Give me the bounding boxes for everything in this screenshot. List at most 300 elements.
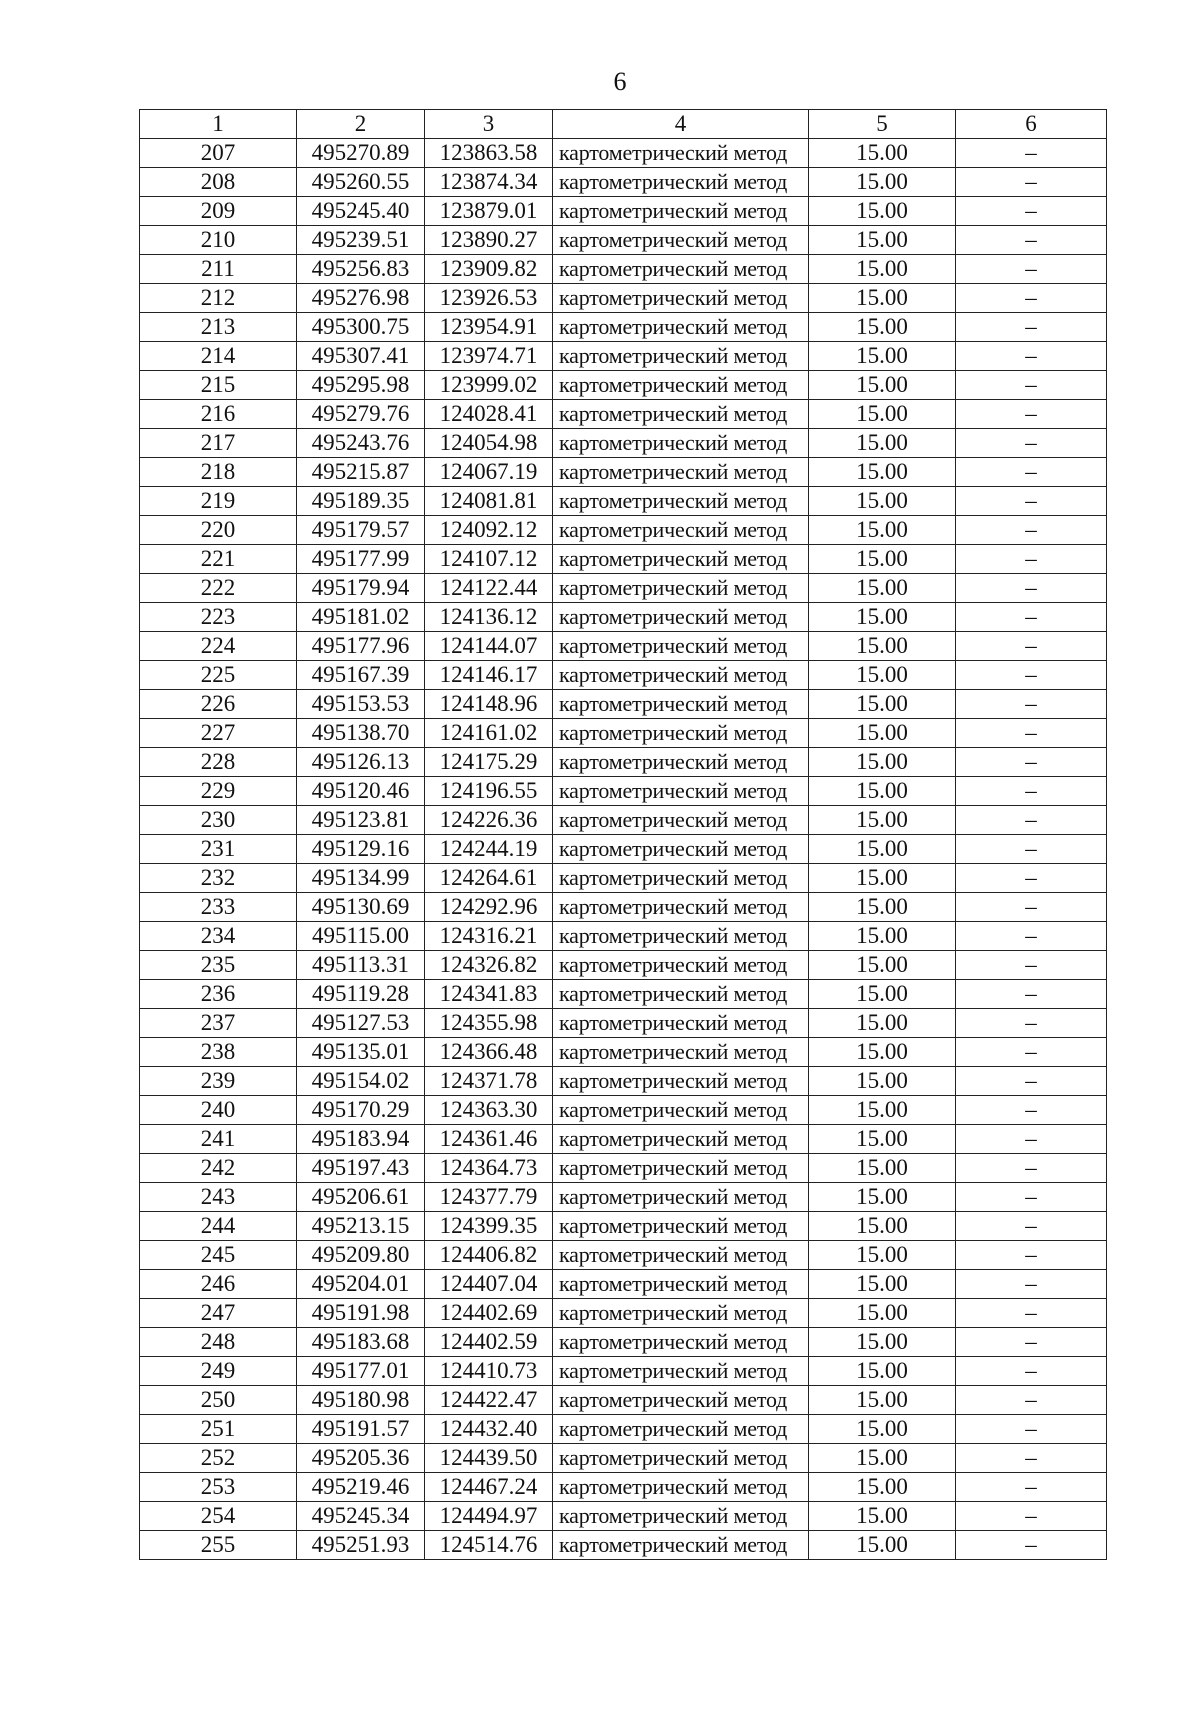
point-number-cell: 241 bbox=[140, 1125, 297, 1154]
x-coordinate-cell: 495276.98 bbox=[297, 284, 425, 313]
method-cell: картометрический метод bbox=[553, 574, 809, 603]
description-cell: – bbox=[956, 922, 1107, 951]
table-row bbox=[140, 400, 1107, 429]
x-coordinate-cell: 495191.98 bbox=[297, 1299, 425, 1328]
description-cell: – bbox=[956, 1009, 1107, 1038]
table-row bbox=[140, 226, 1107, 255]
accuracy-cell: 15.00 bbox=[809, 1299, 956, 1328]
description-cell: – bbox=[956, 1357, 1107, 1386]
y-coordinate-cell: 124422.47 bbox=[425, 1386, 553, 1415]
table-body bbox=[140, 139, 1107, 1560]
table-row bbox=[140, 313, 1107, 342]
x-coordinate-cell: 495179.94 bbox=[297, 574, 425, 603]
table-row bbox=[140, 1241, 1107, 1270]
method-cell: картометрический метод bbox=[553, 1357, 809, 1386]
accuracy-cell: 15.00 bbox=[809, 1183, 956, 1212]
description-cell: – bbox=[956, 1241, 1107, 1270]
point-number-cell: 254 bbox=[140, 1502, 297, 1531]
method-cell: картометрический метод bbox=[553, 1328, 809, 1357]
point-number-cell: 238 bbox=[140, 1038, 297, 1067]
table-row bbox=[140, 1038, 1107, 1067]
y-coordinate-cell: 124467.24 bbox=[425, 1473, 553, 1502]
point-number-cell: 217 bbox=[140, 429, 297, 458]
y-coordinate-cell: 124364.73 bbox=[425, 1154, 553, 1183]
accuracy-cell: 15.00 bbox=[809, 864, 956, 893]
table-row bbox=[140, 1473, 1107, 1502]
y-coordinate-cell: 124175.29 bbox=[425, 748, 553, 777]
method-cell: картометрический метод bbox=[553, 255, 809, 284]
description-cell: – bbox=[956, 313, 1107, 342]
accuracy-cell: 15.00 bbox=[809, 980, 956, 1009]
table-row bbox=[140, 545, 1107, 574]
method-cell: картометрический метод bbox=[553, 1067, 809, 1096]
description-cell: – bbox=[956, 1125, 1107, 1154]
description-cell: – bbox=[956, 1444, 1107, 1473]
accuracy-cell: 15.00 bbox=[809, 719, 956, 748]
y-coordinate-cell: 123954.91 bbox=[425, 313, 553, 342]
point-number-cell: 210 bbox=[140, 226, 297, 255]
method-cell: картометрический метод bbox=[553, 806, 809, 835]
point-number-cell: 244 bbox=[140, 1212, 297, 1241]
accuracy-cell: 15.00 bbox=[809, 1125, 956, 1154]
table-row bbox=[140, 168, 1107, 197]
y-coordinate-cell: 124244.19 bbox=[425, 835, 553, 864]
table-row bbox=[140, 139, 1107, 168]
accuracy-cell: 15.00 bbox=[809, 197, 956, 226]
accuracy-cell: 15.00 bbox=[809, 1154, 956, 1183]
accuracy-cell: 15.00 bbox=[809, 313, 956, 342]
y-coordinate-cell: 124161.02 bbox=[425, 719, 553, 748]
accuracy-cell: 15.00 bbox=[809, 806, 956, 835]
x-coordinate-cell: 495181.02 bbox=[297, 603, 425, 632]
x-coordinate-cell: 495256.83 bbox=[297, 255, 425, 284]
point-number-cell: 250 bbox=[140, 1386, 297, 1415]
x-coordinate-cell: 495295.98 bbox=[297, 371, 425, 400]
table-row bbox=[140, 922, 1107, 951]
method-cell: картометрический метод bbox=[553, 516, 809, 545]
method-cell: картометрический метод bbox=[553, 1270, 809, 1299]
x-coordinate-cell: 495270.89 bbox=[297, 139, 425, 168]
method-cell: картометрический метод bbox=[553, 371, 809, 400]
description-cell: – bbox=[956, 1067, 1107, 1096]
description-cell: – bbox=[956, 429, 1107, 458]
accuracy-cell: 15.00 bbox=[809, 893, 956, 922]
table-row bbox=[140, 1299, 1107, 1328]
table-row bbox=[140, 1386, 1107, 1415]
method-cell: картометрический метод bbox=[553, 661, 809, 690]
y-coordinate-cell: 123999.02 bbox=[425, 371, 553, 400]
table-row bbox=[140, 1096, 1107, 1125]
table-row bbox=[140, 197, 1107, 226]
point-number-cell: 222 bbox=[140, 574, 297, 603]
point-number-cell: 223 bbox=[140, 603, 297, 632]
x-coordinate-cell: 495126.13 bbox=[297, 748, 425, 777]
description-cell: – bbox=[956, 1299, 1107, 1328]
point-number-cell: 230 bbox=[140, 806, 297, 835]
table-row bbox=[140, 1212, 1107, 1241]
description-cell: – bbox=[956, 139, 1107, 168]
accuracy-cell: 15.00 bbox=[809, 1444, 956, 1473]
point-number-cell: 214 bbox=[140, 342, 297, 371]
point-number-cell: 218 bbox=[140, 458, 297, 487]
description-cell: – bbox=[956, 1154, 1107, 1183]
table-row bbox=[140, 458, 1107, 487]
x-coordinate-cell: 495127.53 bbox=[297, 1009, 425, 1038]
method-cell: картометрический метод bbox=[553, 603, 809, 632]
table-row bbox=[140, 748, 1107, 777]
method-cell: картометрический метод bbox=[553, 1241, 809, 1270]
x-coordinate-cell: 495191.57 bbox=[297, 1415, 425, 1444]
accuracy-cell: 15.00 bbox=[809, 342, 956, 371]
accuracy-cell: 15.00 bbox=[809, 1328, 956, 1357]
table-row bbox=[140, 661, 1107, 690]
page-number: 6 bbox=[613, 67, 627, 96]
table-row bbox=[140, 1009, 1107, 1038]
x-coordinate-cell: 495115.00 bbox=[297, 922, 425, 951]
x-coordinate-cell: 495219.46 bbox=[297, 1473, 425, 1502]
description-cell: – bbox=[956, 661, 1107, 690]
description-cell: – bbox=[956, 458, 1107, 487]
y-coordinate-cell: 124410.73 bbox=[425, 1357, 553, 1386]
method-cell: картометрический метод bbox=[553, 458, 809, 487]
y-coordinate-cell: 124092.12 bbox=[425, 516, 553, 545]
accuracy-cell: 15.00 bbox=[809, 1357, 956, 1386]
x-coordinate-cell: 495197.43 bbox=[297, 1154, 425, 1183]
y-coordinate-cell: 124402.69 bbox=[425, 1299, 553, 1328]
y-coordinate-cell: 124122.44 bbox=[425, 574, 553, 603]
accuracy-cell: 15.00 bbox=[809, 1009, 956, 1038]
x-coordinate-cell: 495119.28 bbox=[297, 980, 425, 1009]
y-coordinate-cell: 124054.98 bbox=[425, 429, 553, 458]
accuracy-cell: 15.00 bbox=[809, 1415, 956, 1444]
x-coordinate-cell: 495213.15 bbox=[297, 1212, 425, 1241]
x-coordinate-cell: 495113.31 bbox=[297, 951, 425, 980]
description-cell: – bbox=[956, 835, 1107, 864]
point-number-cell: 240 bbox=[140, 1096, 297, 1125]
x-coordinate-cell: 495183.68 bbox=[297, 1328, 425, 1357]
method-cell: картометрический метод bbox=[553, 342, 809, 371]
method-cell: картометрический метод bbox=[553, 1154, 809, 1183]
x-coordinate-cell: 495260.55 bbox=[297, 168, 425, 197]
method-cell: картометрический метод bbox=[553, 429, 809, 458]
point-number-cell: 207 bbox=[140, 139, 297, 168]
description-cell: – bbox=[956, 1328, 1107, 1357]
x-coordinate-cell: 495180.98 bbox=[297, 1386, 425, 1415]
method-cell: картометрический метод bbox=[553, 1125, 809, 1154]
method-cell: картометрический метод bbox=[553, 1009, 809, 1038]
accuracy-cell: 15.00 bbox=[809, 1096, 956, 1125]
y-coordinate-cell: 124292.96 bbox=[425, 893, 553, 922]
method-cell: картометрический метод bbox=[553, 835, 809, 864]
x-coordinate-cell: 495134.99 bbox=[297, 864, 425, 893]
accuracy-cell: 15.00 bbox=[809, 1241, 956, 1270]
column-header-5: 5 bbox=[809, 110, 956, 139]
y-coordinate-cell: 124361.46 bbox=[425, 1125, 553, 1154]
method-cell: картометрический метод bbox=[553, 139, 809, 168]
method-cell: картометрический метод bbox=[553, 1096, 809, 1125]
point-number-cell: 221 bbox=[140, 545, 297, 574]
accuracy-cell: 15.00 bbox=[809, 922, 956, 951]
y-coordinate-cell: 123874.34 bbox=[425, 168, 553, 197]
x-coordinate-cell: 495206.61 bbox=[297, 1183, 425, 1212]
x-coordinate-cell: 495170.29 bbox=[297, 1096, 425, 1125]
accuracy-cell: 15.00 bbox=[809, 690, 956, 719]
description-cell: – bbox=[956, 545, 1107, 574]
method-cell: картометрический метод bbox=[553, 1299, 809, 1328]
point-number-cell: 253 bbox=[140, 1473, 297, 1502]
accuracy-cell: 15.00 bbox=[809, 545, 956, 574]
y-coordinate-cell: 123863.58 bbox=[425, 139, 553, 168]
y-coordinate-cell: 124439.50 bbox=[425, 1444, 553, 1473]
method-cell: картометрический метод bbox=[553, 168, 809, 197]
description-cell: – bbox=[956, 1212, 1107, 1241]
description-cell: – bbox=[956, 980, 1107, 1009]
method-cell: картометрический метод bbox=[553, 632, 809, 661]
y-coordinate-cell: 124399.35 bbox=[425, 1212, 553, 1241]
point-number-cell: 234 bbox=[140, 922, 297, 951]
point-number-cell: 209 bbox=[140, 197, 297, 226]
table-row bbox=[140, 1531, 1107, 1560]
point-number-cell: 252 bbox=[140, 1444, 297, 1473]
method-cell: картометрический метод bbox=[553, 1502, 809, 1531]
table-row bbox=[140, 893, 1107, 922]
point-number-cell: 226 bbox=[140, 690, 297, 719]
table-row bbox=[140, 255, 1107, 284]
method-cell: картометрический метод bbox=[553, 1415, 809, 1444]
accuracy-cell: 15.00 bbox=[809, 400, 956, 429]
y-coordinate-cell: 124146.17 bbox=[425, 661, 553, 690]
method-cell: картометрический метод bbox=[553, 1212, 809, 1241]
x-coordinate-cell: 495120.46 bbox=[297, 777, 425, 806]
description-cell: – bbox=[956, 197, 1107, 226]
method-cell: картометрический метод bbox=[553, 719, 809, 748]
method-cell: картометрический метод bbox=[553, 922, 809, 951]
table-row bbox=[140, 632, 1107, 661]
accuracy-cell: 15.00 bbox=[809, 632, 956, 661]
x-coordinate-cell: 495209.80 bbox=[297, 1241, 425, 1270]
accuracy-cell: 15.00 bbox=[809, 284, 956, 313]
description-cell: – bbox=[956, 400, 1107, 429]
accuracy-cell: 15.00 bbox=[809, 458, 956, 487]
y-coordinate-cell: 124081.81 bbox=[425, 487, 553, 516]
column-header-1: 1 bbox=[140, 110, 297, 139]
y-coordinate-cell: 123909.82 bbox=[425, 255, 553, 284]
accuracy-cell: 15.00 bbox=[809, 1531, 956, 1560]
accuracy-cell: 15.00 bbox=[809, 255, 956, 284]
description-cell: – bbox=[956, 1386, 1107, 1415]
method-cell: картометрический метод bbox=[553, 197, 809, 226]
accuracy-cell: 15.00 bbox=[809, 1386, 956, 1415]
y-coordinate-cell: 124371.78 bbox=[425, 1067, 553, 1096]
description-cell: – bbox=[956, 226, 1107, 255]
y-coordinate-cell: 124136.12 bbox=[425, 603, 553, 632]
column-header-3: 3 bbox=[425, 110, 553, 139]
accuracy-cell: 15.00 bbox=[809, 429, 956, 458]
table-row bbox=[140, 864, 1107, 893]
method-cell: картометрический метод bbox=[553, 1386, 809, 1415]
description-cell: – bbox=[956, 777, 1107, 806]
y-coordinate-cell: 124107.12 bbox=[425, 545, 553, 574]
method-cell: картометрический метод bbox=[553, 1038, 809, 1067]
description-cell: – bbox=[956, 487, 1107, 516]
point-number-cell: 231 bbox=[140, 835, 297, 864]
point-number-cell: 255 bbox=[140, 1531, 297, 1560]
table-row bbox=[140, 1357, 1107, 1386]
x-coordinate-cell: 495123.81 bbox=[297, 806, 425, 835]
point-number-cell: 224 bbox=[140, 632, 297, 661]
description-cell: – bbox=[956, 951, 1107, 980]
accuracy-cell: 15.00 bbox=[809, 661, 956, 690]
accuracy-cell: 15.00 bbox=[809, 603, 956, 632]
table-row bbox=[140, 1125, 1107, 1154]
point-number-cell: 228 bbox=[140, 748, 297, 777]
y-coordinate-cell: 123926.53 bbox=[425, 284, 553, 313]
description-cell: – bbox=[956, 690, 1107, 719]
table-row bbox=[140, 951, 1107, 980]
table-row bbox=[140, 342, 1107, 371]
x-coordinate-cell: 495183.94 bbox=[297, 1125, 425, 1154]
description-cell: – bbox=[956, 806, 1107, 835]
method-cell: картометрический метод bbox=[553, 748, 809, 777]
accuracy-cell: 15.00 bbox=[809, 1038, 956, 1067]
accuracy-cell: 15.00 bbox=[809, 371, 956, 400]
x-coordinate-cell: 495177.96 bbox=[297, 632, 425, 661]
method-cell: картометрический метод bbox=[553, 400, 809, 429]
table-row bbox=[140, 835, 1107, 864]
table-row bbox=[140, 1183, 1107, 1212]
method-cell: картометрический метод bbox=[553, 777, 809, 806]
y-coordinate-cell: 124514.76 bbox=[425, 1531, 553, 1560]
y-coordinate-cell: 124341.83 bbox=[425, 980, 553, 1009]
accuracy-cell: 15.00 bbox=[809, 748, 956, 777]
y-coordinate-cell: 124226.36 bbox=[425, 806, 553, 835]
description-cell: – bbox=[956, 342, 1107, 371]
point-number-cell: 219 bbox=[140, 487, 297, 516]
point-number-cell: 232 bbox=[140, 864, 297, 893]
description-cell: – bbox=[956, 1038, 1107, 1067]
y-coordinate-cell: 124432.40 bbox=[425, 1415, 553, 1444]
accuracy-cell: 15.00 bbox=[809, 1502, 956, 1531]
method-cell: картометрический метод bbox=[553, 226, 809, 255]
accuracy-cell: 15.00 bbox=[809, 139, 956, 168]
point-number-cell: 236 bbox=[140, 980, 297, 1009]
point-number-cell: 245 bbox=[140, 1241, 297, 1270]
x-coordinate-cell: 495239.51 bbox=[297, 226, 425, 255]
table-row bbox=[140, 1502, 1107, 1531]
x-coordinate-cell: 495307.41 bbox=[297, 342, 425, 371]
accuracy-cell: 15.00 bbox=[809, 574, 956, 603]
point-number-cell: 216 bbox=[140, 400, 297, 429]
column-header-2: 2 bbox=[297, 110, 425, 139]
x-coordinate-cell: 495153.53 bbox=[297, 690, 425, 719]
y-coordinate-cell: 124148.96 bbox=[425, 690, 553, 719]
point-number-cell: 242 bbox=[140, 1154, 297, 1183]
y-coordinate-cell: 124402.59 bbox=[425, 1328, 553, 1357]
description-cell: – bbox=[956, 1096, 1107, 1125]
x-coordinate-cell: 495243.76 bbox=[297, 429, 425, 458]
table-row bbox=[140, 690, 1107, 719]
y-coordinate-cell: 124363.30 bbox=[425, 1096, 553, 1125]
x-coordinate-cell: 495279.76 bbox=[297, 400, 425, 429]
table-row bbox=[140, 1444, 1107, 1473]
method-cell: картометрический метод bbox=[553, 893, 809, 922]
point-number-cell: 229 bbox=[140, 777, 297, 806]
x-coordinate-cell: 495251.93 bbox=[297, 1531, 425, 1560]
method-cell: картометрический метод bbox=[553, 864, 809, 893]
point-number-cell: 212 bbox=[140, 284, 297, 313]
table-row bbox=[140, 371, 1107, 400]
accuracy-cell: 15.00 bbox=[809, 168, 956, 197]
x-coordinate-cell: 495135.01 bbox=[297, 1038, 425, 1067]
description-cell: – bbox=[956, 168, 1107, 197]
column-header-6: 6 bbox=[956, 110, 1107, 139]
description-cell: – bbox=[956, 632, 1107, 661]
method-cell: картометрический метод bbox=[553, 951, 809, 980]
x-coordinate-cell: 495245.40 bbox=[297, 197, 425, 226]
description-cell: – bbox=[956, 719, 1107, 748]
accuracy-cell: 15.00 bbox=[809, 226, 956, 255]
point-number-cell: 251 bbox=[140, 1415, 297, 1444]
y-coordinate-cell: 124377.79 bbox=[425, 1183, 553, 1212]
accuracy-cell: 15.00 bbox=[809, 487, 956, 516]
y-coordinate-cell: 124355.98 bbox=[425, 1009, 553, 1038]
point-number-cell: 208 bbox=[140, 168, 297, 197]
coordinates-table bbox=[139, 109, 1107, 1560]
method-cell: картометрический метод bbox=[553, 284, 809, 313]
y-coordinate-cell: 124494.97 bbox=[425, 1502, 553, 1531]
x-coordinate-cell: 495204.01 bbox=[297, 1270, 425, 1299]
description-cell: – bbox=[956, 255, 1107, 284]
x-coordinate-cell: 495245.34 bbox=[297, 1502, 425, 1531]
description-cell: – bbox=[956, 1473, 1107, 1502]
y-coordinate-cell: 124196.55 bbox=[425, 777, 553, 806]
method-cell: картометрический метод bbox=[553, 487, 809, 516]
point-number-cell: 211 bbox=[140, 255, 297, 284]
table-row bbox=[140, 516, 1107, 545]
accuracy-cell: 15.00 bbox=[809, 1067, 956, 1096]
accuracy-cell: 15.00 bbox=[809, 1473, 956, 1502]
table-row bbox=[140, 1270, 1107, 1299]
x-coordinate-cell: 495167.39 bbox=[297, 661, 425, 690]
x-coordinate-cell: 495205.36 bbox=[297, 1444, 425, 1473]
y-coordinate-cell: 124406.82 bbox=[425, 1241, 553, 1270]
method-cell: картометрический метод bbox=[553, 1531, 809, 1560]
description-cell: – bbox=[956, 516, 1107, 545]
method-cell: картометрический метод bbox=[553, 1473, 809, 1502]
accuracy-cell: 15.00 bbox=[809, 1270, 956, 1299]
x-coordinate-cell: 495215.87 bbox=[297, 458, 425, 487]
point-number-cell: 233 bbox=[140, 893, 297, 922]
table-row bbox=[140, 1154, 1107, 1183]
y-coordinate-cell: 123890.27 bbox=[425, 226, 553, 255]
x-coordinate-cell: 495177.99 bbox=[297, 545, 425, 574]
point-number-cell: 247 bbox=[140, 1299, 297, 1328]
y-coordinate-cell: 124407.04 bbox=[425, 1270, 553, 1299]
table-row bbox=[140, 1415, 1107, 1444]
point-number-cell: 248 bbox=[140, 1328, 297, 1357]
x-coordinate-cell: 495129.16 bbox=[297, 835, 425, 864]
x-coordinate-cell: 495300.75 bbox=[297, 313, 425, 342]
x-coordinate-cell: 495138.70 bbox=[297, 719, 425, 748]
table-row bbox=[140, 980, 1107, 1009]
point-number-cell: 220 bbox=[140, 516, 297, 545]
table-row bbox=[140, 429, 1107, 458]
table-row bbox=[140, 1328, 1107, 1357]
point-number-cell: 249 bbox=[140, 1357, 297, 1386]
point-number-cell: 227 bbox=[140, 719, 297, 748]
method-cell: картометрический метод bbox=[553, 545, 809, 574]
accuracy-cell: 15.00 bbox=[809, 777, 956, 806]
